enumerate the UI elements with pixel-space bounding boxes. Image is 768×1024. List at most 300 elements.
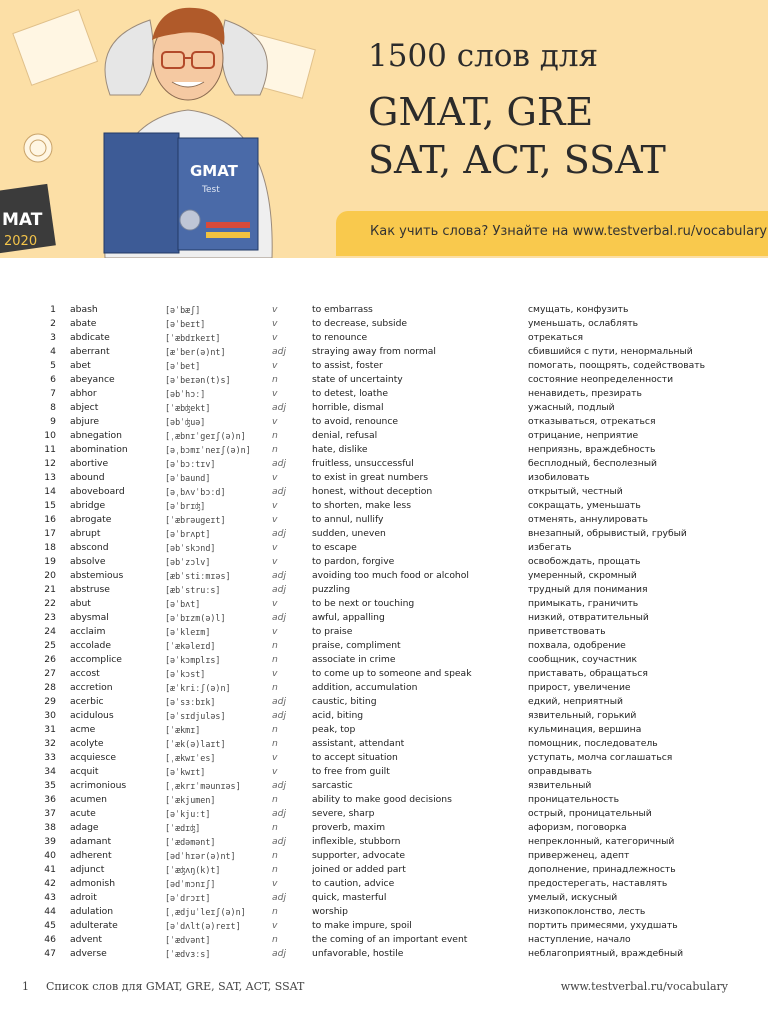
english-definition: to detest, loathe [312, 388, 388, 399]
word-number: 34 [44, 766, 56, 777]
english-definition: to renounce [312, 332, 368, 343]
word-row [36, 527, 736, 541]
part-of-speech: adj [272, 808, 287, 819]
english-definition: caustic, biting [312, 696, 377, 707]
word-number: 31 [44, 724, 56, 735]
word: abash [70, 304, 98, 315]
title-line-1: 1500 слов для [368, 38, 599, 74]
english-definition: to pardon, forgive [312, 556, 395, 567]
word-number: 10 [44, 430, 56, 441]
part-of-speech: v [272, 920, 278, 931]
english-definition: sarcastic [312, 780, 353, 791]
word-number: 6 [50, 374, 56, 385]
russian-translation: предостерегать, наставлять [528, 878, 668, 889]
russian-translation: состояние неопределенности [528, 374, 674, 385]
word: accost [70, 668, 100, 679]
part-of-speech: n [272, 864, 278, 875]
transcription: [əˌbɔmɪˈneɪʃ(ə)n] [165, 445, 251, 455]
russian-translation: оправдывать [528, 766, 592, 777]
word: abomination [70, 444, 128, 455]
transcription: [ˈædɪʤ] [165, 823, 201, 833]
english-definition: to accept situation [312, 752, 398, 763]
word: acrimonious [70, 780, 127, 791]
transcription: [əˈbɔːtɪv] [165, 459, 216, 469]
word-number: 12 [44, 458, 56, 469]
word-number: 30 [44, 710, 56, 721]
word-number: 23 [44, 612, 56, 623]
word-row [36, 751, 736, 765]
transcription: [əbˈzɔlv] [165, 557, 211, 567]
word: acumen [70, 794, 107, 805]
transcription: [æˈber(ə)nt] [165, 347, 226, 357]
word-row [36, 947, 736, 961]
word-number: 45 [44, 920, 56, 931]
russian-translation: смущать, конфузить [528, 304, 629, 315]
english-definition: praise, compliment [312, 640, 401, 651]
part-of-speech: v [272, 626, 278, 637]
word-row [36, 905, 736, 919]
word-row [36, 359, 736, 373]
word-number: 37 [44, 808, 56, 819]
transcription: [əˈkɔst] [165, 669, 206, 679]
word-row [36, 849, 736, 863]
russian-translation: отрицание, неприятие [528, 430, 639, 441]
english-definition: quick, masterful [312, 892, 387, 903]
word-number: 4 [50, 346, 56, 357]
footer-url[interactable]: www.testverbal.ru/vocabulary [560, 980, 728, 993]
russian-translation: избегать [528, 542, 572, 553]
english-definition: unfavorable, hostile [312, 948, 404, 959]
word-number: 5 [50, 360, 56, 371]
transcription: [əˈkleɪm] [165, 627, 211, 637]
word-row [36, 583, 736, 597]
part-of-speech: n [272, 906, 278, 917]
word-row [36, 877, 736, 891]
word-number: 35 [44, 780, 56, 791]
word: acquiesce [70, 752, 117, 763]
word-number: 16 [44, 514, 56, 525]
word-number: 19 [44, 556, 56, 567]
transcription: [æbˈstruːs] [165, 585, 221, 595]
word-row [36, 373, 736, 387]
word-row [36, 709, 736, 723]
word-row [36, 387, 736, 401]
word-number: 3 [50, 332, 56, 343]
word-row [36, 695, 736, 709]
transcription: [æbˈstiːmɪəs] [165, 571, 231, 581]
vocabulary-table [36, 303, 736, 961]
russian-translation: низкопоклонство, лесть [528, 906, 646, 917]
transcription: [ˈækjumen] [165, 795, 216, 805]
russian-translation: бесплодный, бесполезный [528, 458, 657, 469]
word-row [36, 401, 736, 415]
transcription: [ˌækrɪˈməunɪəs] [165, 781, 241, 791]
english-definition: to praise [312, 626, 353, 637]
part-of-speech: adj [272, 612, 287, 623]
part-of-speech: v [272, 598, 278, 609]
transcription: [əˈsɪdjuləs] [165, 711, 226, 721]
word-row [36, 499, 736, 513]
english-definition: avoiding too much food or alcohol [312, 570, 469, 581]
word-row [36, 457, 736, 471]
russian-translation: приставать, обращаться [528, 668, 648, 679]
word: adulation [70, 906, 114, 917]
word: abridge [70, 500, 106, 511]
part-of-speech: n [272, 850, 278, 861]
word-number: 18 [44, 542, 56, 553]
part-of-speech: v [272, 668, 278, 679]
word-number: 1 [50, 304, 56, 315]
russian-translation: сообщник, соучастник [528, 654, 638, 665]
part-of-speech: v [272, 304, 278, 315]
word: adulterate [70, 920, 118, 931]
transcription: [əbˈhɔː] [165, 389, 206, 399]
english-definition: to be next or touching [312, 598, 415, 609]
part-of-speech: adj [272, 710, 287, 721]
title-line-2: GMAT, GRE [368, 90, 594, 134]
word-row [36, 443, 736, 457]
word-number: 32 [44, 738, 56, 749]
part-of-speech: adj [272, 402, 287, 413]
english-definition: to shorten, make less [312, 500, 411, 511]
part-of-speech: adj [272, 570, 287, 581]
gmat-book [104, 133, 258, 253]
russian-translation: непреклонный, категоричный [528, 836, 675, 847]
word-number: 43 [44, 892, 56, 903]
part-of-speech: adj [272, 780, 287, 791]
transcription: [ˈækəleɪd] [165, 641, 216, 651]
word: acme [70, 724, 96, 735]
russian-translation: язвительный, горький [528, 710, 637, 721]
page-number: 1 [22, 980, 29, 993]
russian-translation: отказываться, отрекаться [528, 416, 656, 427]
russian-translation: трудный для понимания [528, 584, 648, 595]
cta-banner[interactable] [336, 211, 768, 256]
word-row [36, 863, 736, 877]
word: adamant [70, 836, 112, 847]
transcription: [əbˈskɔnd] [165, 543, 216, 553]
english-definition: inflexible, stubborn [312, 836, 401, 847]
title-line-3: SAT, ACT, SSAT [368, 138, 666, 182]
word: abrupt [70, 528, 101, 539]
russian-translation: примыкать, граничить [528, 598, 639, 609]
english-definition: to caution, advice [312, 878, 395, 889]
part-of-speech: n [272, 794, 278, 805]
transcription: [əˈkjuːt] [165, 809, 211, 819]
russian-translation: едкий, неприятный [528, 696, 623, 707]
russian-translation: помощник, последователь [528, 738, 658, 749]
word-row [36, 793, 736, 807]
word-number: 38 [44, 822, 56, 833]
word-row [36, 485, 736, 499]
word: adage [70, 822, 99, 833]
word-number: 2 [50, 318, 56, 329]
transcription: [əˈbrɪʤ] [165, 501, 206, 511]
word: adroit [70, 892, 97, 903]
word-row [36, 303, 736, 317]
russian-translation: умеренный, скромный [528, 570, 637, 581]
word-number: 11 [44, 444, 56, 455]
transcription: [əˈbeɪt] [165, 319, 206, 329]
word: acolyte [70, 738, 104, 749]
word: aboveboard [70, 486, 125, 497]
transcription: [ˌækwɪˈes] [165, 753, 216, 763]
transcription: [əˈbeɪən(t)s] [165, 375, 231, 385]
word-number: 39 [44, 836, 56, 847]
word-row [36, 429, 736, 443]
word: abrogate [70, 514, 112, 525]
word-row [36, 317, 736, 331]
part-of-speech: n [272, 640, 278, 651]
part-of-speech: adj [272, 584, 287, 595]
russian-translation: проницательность [528, 794, 620, 805]
transcription: [ˈækmɪ] [165, 725, 201, 735]
russian-translation: низкий, отвратительный [528, 612, 649, 623]
word-number: 46 [44, 934, 56, 945]
word: abnegation [70, 430, 122, 441]
word-row [36, 639, 736, 653]
word: acclaim [70, 626, 106, 637]
word: abeyance [70, 374, 115, 385]
word-number: 15 [44, 500, 56, 511]
word-row [36, 555, 736, 569]
english-definition: to escape [312, 542, 357, 553]
russian-translation: неблагоприятный, враждебный [528, 948, 684, 959]
word-row [36, 415, 736, 429]
part-of-speech: v [272, 318, 278, 329]
word-number: 26 [44, 654, 56, 665]
part-of-speech: n [272, 724, 278, 735]
word-row [36, 765, 736, 779]
word-row [36, 597, 736, 611]
word-number: 28 [44, 682, 56, 693]
transcription: [əˈbæʃ] [165, 305, 201, 315]
transcription: [əˈdʌlt(ə)reɪt] [165, 921, 241, 931]
english-definition: joined or added part [312, 864, 406, 875]
word: abet [70, 360, 91, 371]
word: acute [70, 808, 96, 819]
english-definition: to come up to someone and speak [312, 668, 472, 679]
word-number: 13 [44, 472, 56, 483]
part-of-speech: n [272, 444, 278, 455]
part-of-speech: v [272, 766, 278, 777]
part-of-speech: n [272, 682, 278, 693]
word-row [36, 471, 736, 485]
part-of-speech: v [272, 472, 278, 483]
part-of-speech: adj [272, 346, 287, 357]
part-of-speech: v [272, 514, 278, 525]
transcription: [ˈæbrəugeɪt] [165, 515, 226, 525]
word: abate [70, 318, 97, 329]
word: abstemious [70, 570, 124, 581]
student-illustration [0, 0, 330, 258]
word-number: 36 [44, 794, 56, 805]
part-of-speech: n [272, 430, 278, 441]
word: abut [70, 598, 91, 609]
word-number: 24 [44, 626, 56, 637]
russian-translation: открытый, честный [528, 486, 623, 497]
vocabulary-rows [36, 303, 736, 961]
word-row [36, 331, 736, 345]
russian-translation: прирост, увеличение [528, 682, 631, 693]
word-number: 41 [44, 864, 56, 875]
word: acerbic [70, 696, 104, 707]
transcription: [ˈæk(ə)laɪt] [165, 739, 226, 749]
part-of-speech: v [272, 556, 278, 567]
russian-translation: портить примесями, ухудшать [528, 920, 678, 931]
word-number: 20 [44, 570, 56, 581]
part-of-speech: n [272, 654, 278, 665]
english-definition: severe, sharp [312, 808, 375, 819]
word: accretion [70, 682, 113, 693]
word: adjunct [70, 864, 105, 875]
word: accomplice [70, 654, 122, 665]
word-number: 8 [50, 402, 56, 413]
svg-text:Test: Test [202, 185, 220, 195]
word-row [36, 807, 736, 821]
svg-text:MAT: MAT [2, 210, 43, 230]
russian-translation: сокращать, уменьшать [528, 500, 641, 511]
english-definition: peak, top [312, 724, 356, 735]
transcription: [ˈæbʤekt] [165, 403, 211, 413]
word: adherent [70, 850, 112, 861]
word-row [36, 737, 736, 751]
part-of-speech: adj [272, 696, 287, 707]
word-number: 7 [50, 388, 56, 399]
transcription: [əˈkɔmplɪs] [165, 655, 221, 665]
cta-text: Как учить слова? Узнайте на www.testverbal.ru/vocabulary [370, 224, 768, 239]
english-definition: to assist, foster [312, 360, 383, 371]
word: abound [70, 472, 105, 483]
english-definition: hate, dislike [312, 444, 368, 455]
russian-translation: приветствовать [528, 626, 606, 637]
word: accolade [70, 640, 112, 651]
part-of-speech: adj [272, 486, 287, 497]
part-of-speech: v [272, 360, 278, 371]
transcription: [əˈdrɔɪt] [165, 893, 211, 903]
word-number: 21 [44, 584, 56, 595]
part-of-speech: v [272, 388, 278, 399]
svg-text:2020: 2020 [4, 234, 38, 249]
word: abortive [70, 458, 109, 469]
part-of-speech: adj [272, 458, 287, 469]
english-definition: honest, without deception [312, 486, 433, 497]
english-definition: sudden, uneven [312, 528, 386, 539]
english-definition: ability to make good decisions [312, 794, 452, 805]
word-number: 27 [44, 668, 56, 679]
word-row [36, 779, 736, 793]
english-definition: straying away from normal [312, 346, 436, 357]
transcription: [əˈbɪzm(ə)l] [165, 613, 226, 623]
word-row [36, 933, 736, 947]
word: aberrant [70, 346, 110, 357]
english-definition: to free from guilt [312, 766, 390, 777]
english-definition: denial, refusal [312, 430, 378, 441]
word: abjure [70, 416, 100, 427]
footer-title: Список слов для GMAT, GRE, SAT, ACT, SSAT [46, 980, 305, 993]
russian-translation: афоризм, поговорка [528, 822, 627, 833]
russian-translation: дополнение, принадлежность [528, 864, 676, 875]
russian-translation: ужасный, подлый [528, 402, 615, 413]
russian-translation: неприязнь, враждебность [528, 444, 656, 455]
transcription: [ˌædjuˈleɪʃ(ə)n] [165, 907, 246, 917]
russian-translation: умелый, искусный [528, 892, 618, 903]
word-row [36, 919, 736, 933]
russian-translation: похвала, одобрение [528, 640, 626, 651]
word-row [36, 513, 736, 527]
transcription: [ədˈmɔnɪʃ] [165, 879, 216, 889]
word-number: 14 [44, 486, 56, 497]
transcription: [ˈædvɜːs] [165, 949, 211, 959]
russian-translation: изобиловать [528, 472, 590, 483]
english-definition: to avoid, renounce [312, 416, 399, 427]
word-row [36, 835, 736, 849]
russian-translation: отрекаться [528, 332, 583, 343]
part-of-speech: n [272, 822, 278, 833]
word-number: 29 [44, 696, 56, 707]
russian-translation: внезапный, обрывистый, грубый [528, 528, 687, 539]
word-row [36, 821, 736, 835]
russian-translation: острый, проницательный [528, 808, 652, 819]
transcription: [ˈædvənt] [165, 935, 211, 945]
english-definition: fruitless, unsuccessful [312, 458, 414, 469]
english-definition: addition, accumulation [312, 682, 418, 693]
word-row [36, 345, 736, 359]
english-definition: to exist in great numbers [312, 472, 429, 483]
english-definition: acid, biting [312, 710, 364, 721]
word-row [36, 541, 736, 555]
english-definition: awful, appalling [312, 612, 385, 623]
part-of-speech: v [272, 500, 278, 511]
part-of-speech: adj [272, 528, 287, 539]
word: acquit [70, 766, 99, 777]
side-book [0, 184, 56, 254]
word: abdicate [70, 332, 110, 343]
transcription: [ˌæbnɪˈgeɪʃ(ə)n] [165, 431, 246, 441]
word-row [36, 891, 736, 905]
word-row [36, 667, 736, 681]
russian-translation: наступление, начало [528, 934, 631, 945]
part-of-speech: adj [272, 892, 287, 903]
word-number: 9 [50, 416, 56, 427]
transcription: [ˈæbdɪkeɪt] [165, 333, 221, 343]
word-number: 44 [44, 906, 56, 917]
english-definition: horrible, dismal [312, 402, 384, 413]
part-of-speech: v [272, 752, 278, 763]
part-of-speech: v [272, 878, 278, 889]
transcription: [əˈsɜːbɪk] [165, 697, 216, 707]
transcription: [ˈæʤʌŋ(k)t] [165, 865, 221, 875]
russian-translation: ненавидеть, презирать [528, 388, 642, 399]
part-of-speech: v [272, 542, 278, 553]
word-number: 42 [44, 878, 56, 889]
transcription: [əbˈʤuə] [165, 417, 206, 427]
english-definition: worship [312, 906, 348, 917]
english-definition: state of uncertainty [312, 374, 403, 385]
word: acidulous [70, 710, 114, 721]
word: abject [70, 402, 99, 413]
word: admonish [70, 878, 116, 889]
header-banner [0, 0, 768, 258]
part-of-speech: adj [272, 836, 287, 847]
word-row [36, 653, 736, 667]
russian-translation: освобождать, прощать [528, 556, 641, 567]
english-definition: associate in crime [312, 654, 396, 665]
russian-translation: кульминация, вершина [528, 724, 642, 735]
english-definition: supporter, advocate [312, 850, 406, 861]
english-definition: to embarrass [312, 304, 373, 315]
transcription: [əˈbet] [165, 361, 201, 371]
